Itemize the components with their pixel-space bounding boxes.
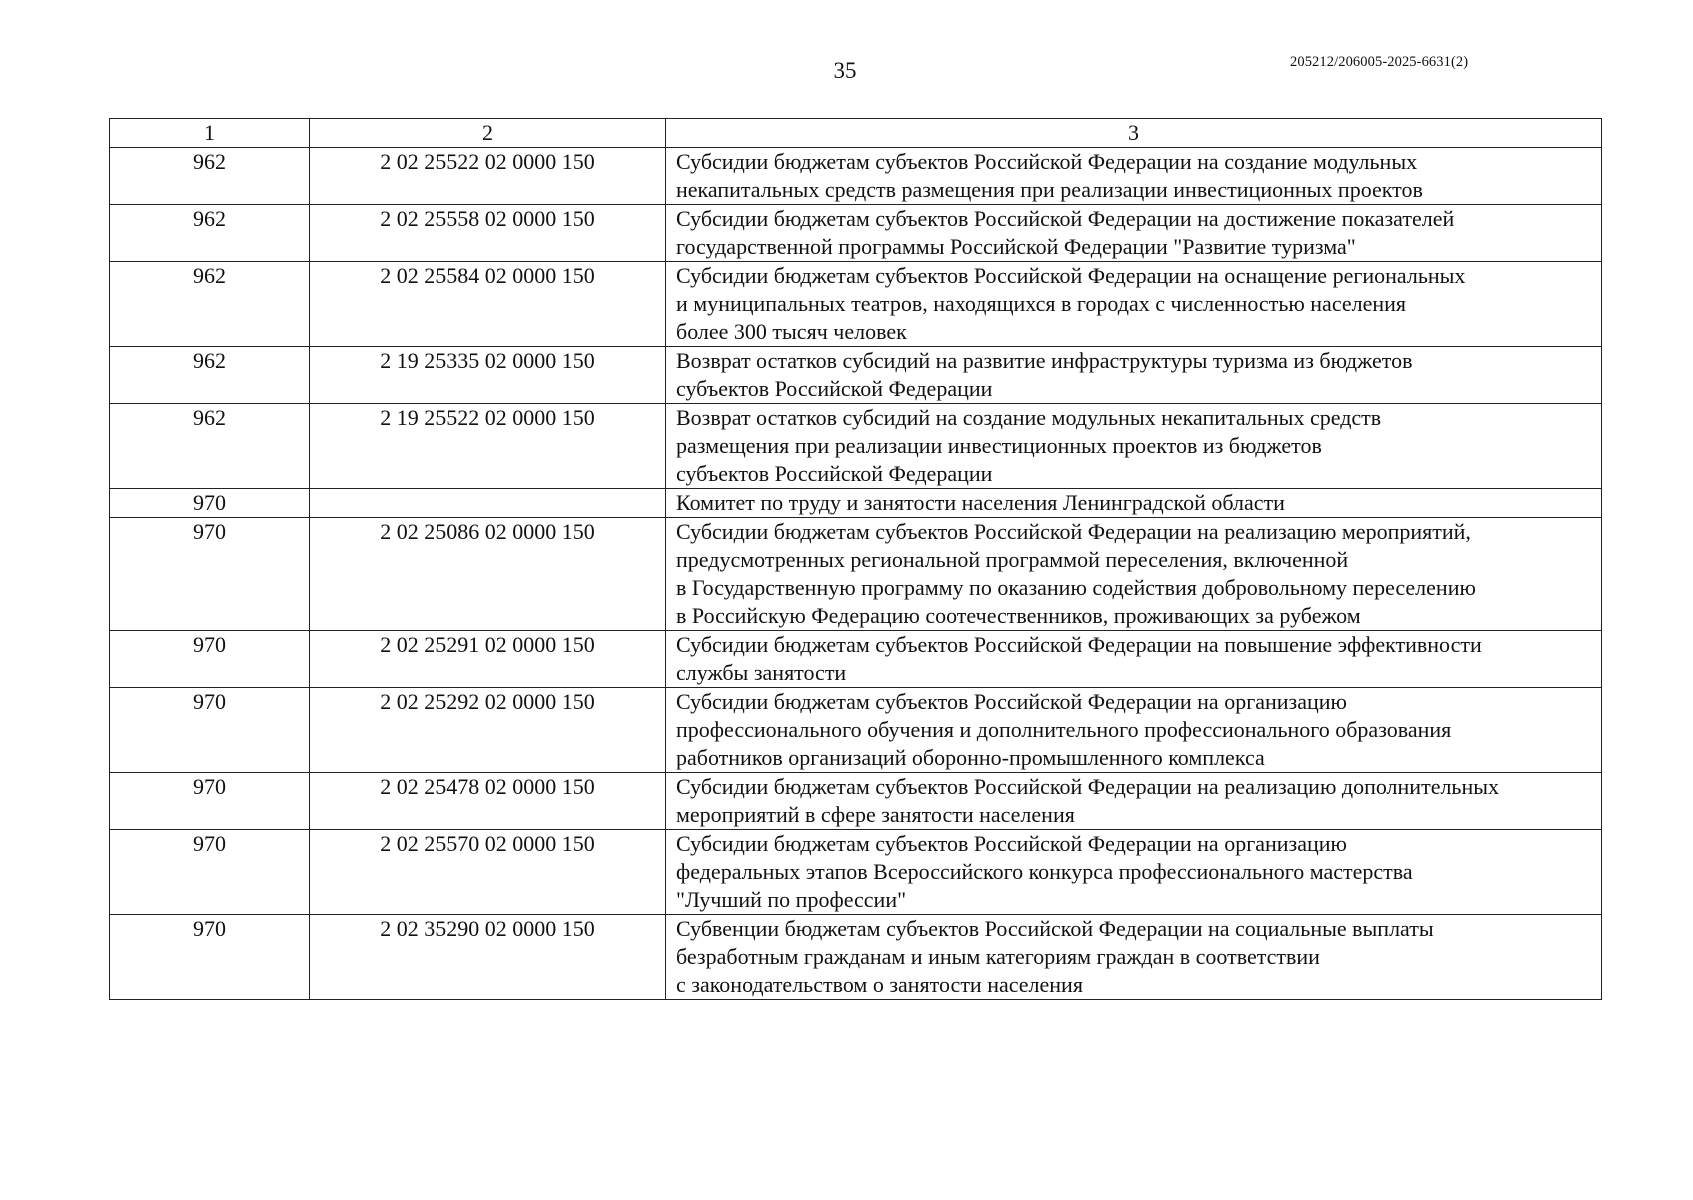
column-header-2: 2 — [310, 119, 666, 148]
admin-code-cell: 970 — [110, 915, 310, 1000]
revenue-name-cell: Субсидии бюджетам субъектов Российской Федерации на организацию профессионального обучения и дополнительного профессионального образования работников организаций оборонно-промышленного комплекса — [666, 688, 1602, 773]
admin-code-cell: 962 — [110, 148, 310, 205]
table-row — [110, 631, 1602, 688]
revenue-name-cell: Субсидии бюджетам субъектов Российской Федерации на оснащение региональных и муниципальных театров, находящихся в городах с численностью населения более 300 тысяч человек — [666, 262, 1602, 347]
table-row — [110, 205, 1602, 262]
table-header-row — [110, 119, 1602, 148]
revenue-code-cell: 2 02 25558 02 0000 150 — [310, 205, 666, 262]
table-row — [110, 773, 1602, 830]
revenue-name-cell: Субвенции бюджетам субъектов Российской Федерации на социальные выплаты безработным гражданам и иным категориям граждан в соответствии с законодательством о занятости населения — [666, 915, 1602, 1000]
revenue-name-cell: Комитет по труду и занятости населения Ленинградской области — [666, 489, 1602, 518]
revenue-code-cell: 2 02 25086 02 0000 150 — [310, 518, 666, 631]
admin-code-cell: 970 — [110, 489, 310, 518]
revenue-code-cell — [310, 489, 666, 518]
table-row — [110, 830, 1602, 915]
admin-code-cell: 962 — [110, 347, 310, 404]
admin-code-cell: 970 — [110, 518, 310, 631]
revenue-name-cell: Возврат остатков субсидий на развитие инфраструктуры туризма из бюджетов субъектов Российской Федерации — [666, 347, 1602, 404]
revenue-code-cell: 2 19 25335 02 0000 150 — [310, 347, 666, 404]
admin-code-cell: 962 — [110, 205, 310, 262]
column-header-3: 3 — [666, 119, 1602, 148]
revenue-code-cell: 2 02 25570 02 0000 150 — [310, 830, 666, 915]
table-row — [110, 347, 1602, 404]
page-number: 35 — [833, 58, 857, 83]
revenue-code-cell: 2 02 25291 02 0000 150 — [310, 631, 666, 688]
table-row — [110, 262, 1602, 347]
table-row — [110, 489, 1602, 518]
revenue-code-cell: 2 02 25522 02 0000 150 — [310, 148, 666, 205]
table-row — [110, 915, 1602, 1000]
admin-code-cell: 970 — [110, 773, 310, 830]
admin-code-cell: 962 — [110, 262, 310, 347]
admin-code-cell: 962 — [110, 404, 310, 489]
table-row — [110, 518, 1602, 631]
revenue-code-cell: 2 02 25292 02 0000 150 — [310, 688, 666, 773]
table-body — [110, 148, 1602, 1000]
document-id: 205212/206005-2025-6631(2) — [1290, 54, 1469, 70]
revenue-name-cell: Субсидии бюджетам субъектов Российской Федерации на реализацию мероприятий, предусмотренных региональной программой переселения, включенной в Государственную программу по оказанию содействия добровольному переселению в Российскую Федерацию соотечественников, проживающих за рубежом — [666, 518, 1602, 631]
revenue-name-cell: Субсидии бюджетам субъектов Российской Федерации на повышение эффективности службы занятости — [666, 631, 1602, 688]
revenue-name-cell: Субсидии бюджетам субъектов Российской Федерации на создание модульных некапитальных средств размещения при реализации инвестиционных проектов — [666, 148, 1602, 205]
table-row — [110, 148, 1602, 205]
column-header-1: 1 — [110, 119, 310, 148]
admin-code-cell: 970 — [110, 631, 310, 688]
revenue-name-cell: Субсидии бюджетам субъектов Российской Федерации на реализацию дополнительных мероприятий в сфере занятости населения — [666, 773, 1602, 830]
budget-revenue-table — [109, 118, 1602, 1000]
revenue-code-cell: 2 02 25584 02 0000 150 — [310, 262, 666, 347]
revenue-code-cell: 2 02 25478 02 0000 150 — [310, 773, 666, 830]
revenue-name-cell: Субсидии бюджетам субъектов Российской Федерации на организацию федеральных этапов Всероссийского конкурса профессионального мастерства "Лучший по профессии" — [666, 830, 1602, 915]
table-row — [110, 688, 1602, 773]
table-row — [110, 404, 1602, 489]
revenue-name-cell: Субсидии бюджетам субъектов Российской Федерации на достижение показателей государственной программы Российской Федерации "Развитие туризма" — [666, 205, 1602, 262]
revenue-name-cell: Возврат остатков субсидий на создание модульных некапитальных средств размещения при реализации инвестиционных проектов из бюджетов субъектов Российской Федерации — [666, 404, 1602, 489]
admin-code-cell: 970 — [110, 830, 310, 915]
revenue-code-cell: 2 19 25522 02 0000 150 — [310, 404, 666, 489]
revenue-code-cell: 2 02 35290 02 0000 150 — [310, 915, 666, 1000]
admin-code-cell: 970 — [110, 688, 310, 773]
